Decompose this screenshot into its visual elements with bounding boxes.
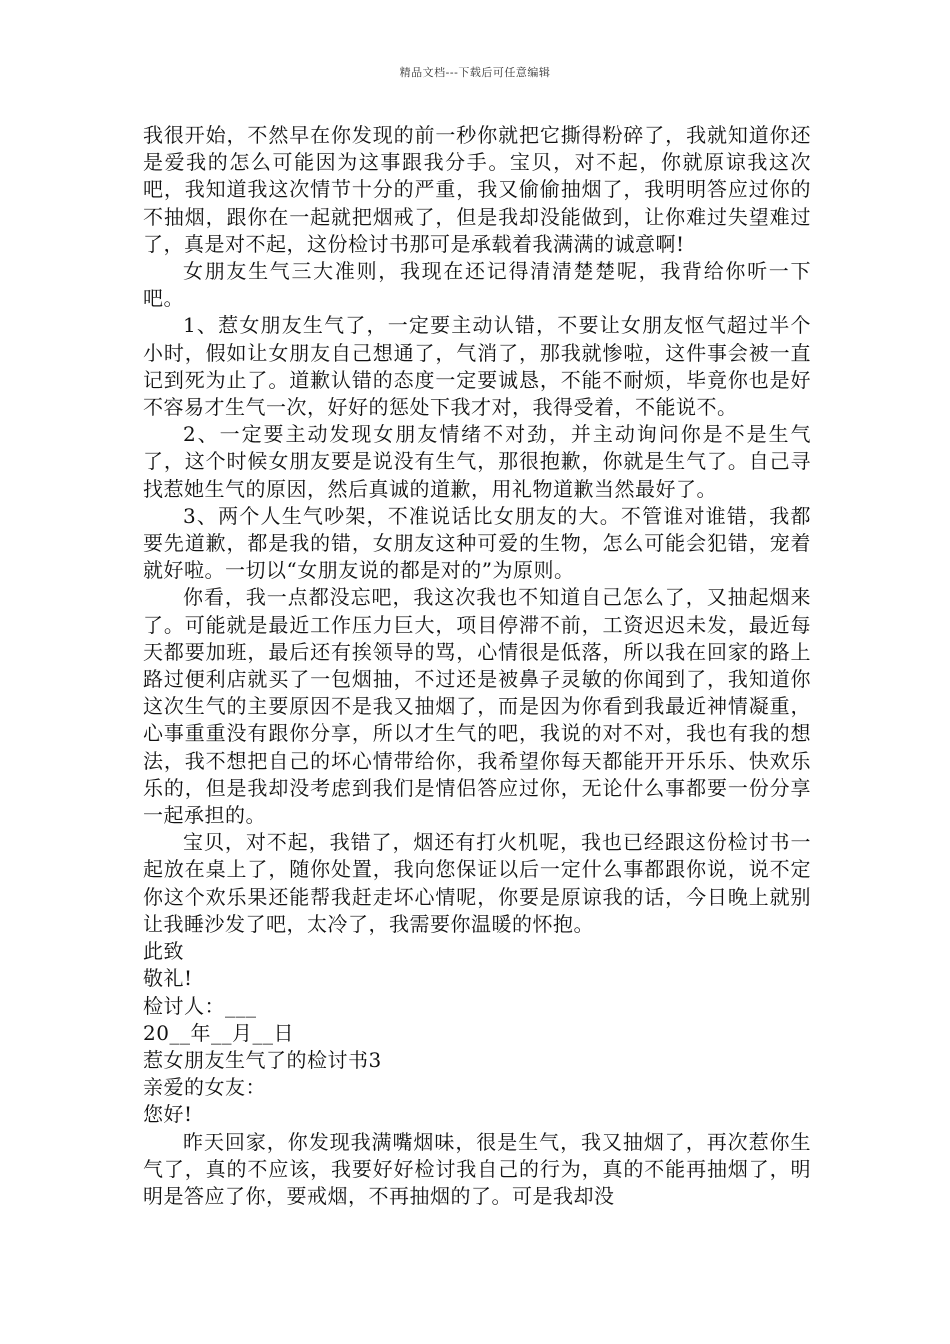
closing-line-1: 此致 (143, 939, 184, 964)
closing-line-2: 敬礼! (143, 966, 193, 991)
salutation-line: 亲爱的女友： (143, 1075, 266, 1100)
page-header: 精品文档---下载后可任意编辑 (399, 66, 551, 79)
paragraph-rule-3: 3、两个人生气吵架，不准说话比女朋友的大。不管谁对谁错，我都要先道歉，都是我的错，女朋友这种可爱的生物，怎么可能会犯错，宠着就好啦。一切以“女朋友说的都是对的”为原则。 (143, 503, 811, 583)
paragraph-rule-2: 2、一定要主动发现女朋友情绪不对劲，并主动询问你是不是生气了，这个时候女朋友要是说没有生气，那很抱歉，你就是生气了。自己寻找惹她生气的原因，然后真诚的道歉，用礼物道歉当然最好了。 (143, 422, 811, 501)
paragraph-rule-1: 1、惹女朋友生气了，一定要主动认错，不要让女朋友怄气超过半个小时，假如让女朋友自己想通了，气消了，那我就惨啦，这件事会被一直记到死为止了。道歉认错的态度一定要诚恳，不能不耐烦，毕竟你也是好不容易才生气一次，好好的惩处下我才对，我得受着，不能说不。 (143, 313, 811, 420)
date-line: 20__年__月__日 (143, 1020, 294, 1045)
greeting-line: 您好! (143, 1102, 193, 1127)
paragraph-apology: 宝贝，对不起，我错了，烟还有打火机呢，我也已经跟这份检讨书一起放在桌上了，随你处置，我向您保证以后一定什么事都跟你说，说不定你这个欢乐果还能帮我赶走坏心情呢，你要是原谅我的话，今日晚上就别让我睡沙发了吧，太冷了，我需要你温暖的怀抱。 (143, 830, 811, 936)
section-title-3: 惹女朋友生气了的检讨书3 (143, 1047, 382, 1072)
signature-line: 检讨人：___ (143, 993, 257, 1018)
paragraph-letter-3: 昨天回家，你发现我满嘴烟味，很是生气，我又抽烟了，再次惹你生气了，真的不应该，我要好好检讨我自己的行为，真的不能再抽烟了，明明是答应了你，要戒烟，不再抽烟的了。可是我却没 (143, 1129, 811, 1208)
paragraph-2: 女朋友生气三大准则，我现在还记得清清楚楚呢，我背给你听一下吧。 (143, 259, 811, 311)
paragraph-1: 我很开始，不然早在你发现的前一秒你就把它撕得粉碎了，我就知道你还是爱我的怎么可能因为这事跟我分手。宝贝，对不起，你就原谅我这次吧，我知道我这次情节十分的严重，我又偷偷抽烟了，我明明答应过你的不抽烟，跟你在一起就把烟戒了，但是我却没能做到，让你难过失望难过了，真是对不起，这份检讨书那可是承载着我满满的诚意啊! (143, 123, 811, 256)
document-body (143, 122, 811, 1210)
paragraph-explanation: 你看，我一点都没忘吧，我这次我也不知道自己怎么了，又抽起烟来了。可能就是最近工作压力巨大，项目停滞不前，工资迟迟未发，最近每天都要加班，最后还有挨领导的骂，心情很是低落，所以我在回家的路上路过便利店就买了一包烟抽，不过还是被鼻子灵敏的你闻到了，我知道你这次生气的主要原因不是我又抽烟了，而是因为你看到我最近神情凝重，心事重重没有跟你分享，所以才生气的吧，我说的对不对，我也有我的想法，我不想把自己的坏心情带给你，我希望你每天都能开开乐乐、快欢乐乐的，但是我却没考虑到我们是情侣答应过你，无论什么事都要一份分享一起承担的。 (143, 585, 811, 828)
